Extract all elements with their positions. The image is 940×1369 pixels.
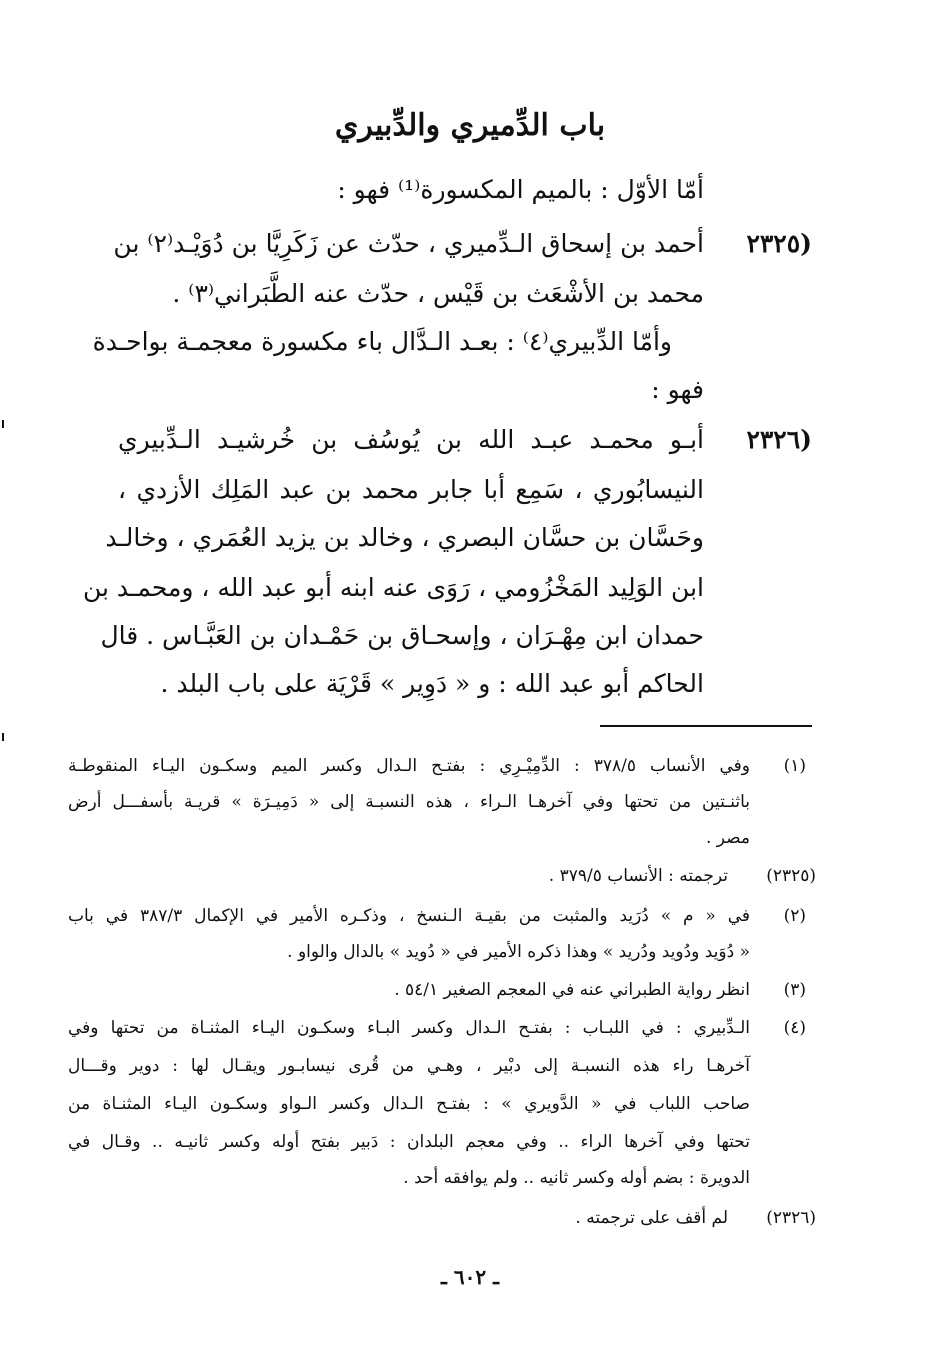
translation-2326-label: (٢٣٢٦) [766, 1208, 816, 1228]
footnote-1-label: (١) [783, 756, 806, 776]
footnote-2-line-2: « دُوَيد ودُويد ودُريد » وهذا ذكره الأمير في « دُويد » بالدال والواو . [287, 942, 750, 962]
entry-2326-line-2: النيسابُوري ، سَمِع أبا جابر محمد بن عبد المَلِك الأزدي ، [118, 475, 704, 504]
entry-2325-line-2: محمد بن الأشْعَث بن قَيْس ، حدّث عنه الطَّبَراني⁽٣⁾ . [172, 279, 704, 308]
footnote-4-line-2: آخرهـا راء هذه النسبـة إلى دبْير ، وهـي من قُرى نيسابـور ويقـال لها : دوير وقـــال [68, 1056, 750, 1076]
entry-2325-line-1: أحمد بن إسحاق الـدِّميري ، حدّث عن زَكَرِيَّا بن دُوَيْـد⁽٢⁾ بن [113, 229, 704, 258]
translation-2326-text: لم أقف على ترجمته . [575, 1208, 728, 1228]
entry-2326-line-4: ابن الوَلِيد المَخْزُومي ، رَوَى عنه ابنه أبو عبد الله ، ومحمـد بن [82, 573, 704, 602]
entry-2326-line-6: الحاكم أبو عبد الله : و « دَوِير » قَرْيَة على باب البلد . [160, 669, 704, 698]
entry-number-2325: (٢٣٢٥ [746, 229, 812, 258]
footnote-4-line-1: الـدِّبيري : في اللبـاب : بفتـح الـدال وكسر البـاء وسكـون اليـاء المثنـاة من تحتها وفي [68, 1018, 750, 1038]
scan-edge-mark [2, 420, 4, 428]
page-number: ـ ٦٠٢ ـ [441, 1265, 499, 1289]
intro-second-line-1: وأمّا الدِّبيري⁽٤⁾ : بعـد الـدَّال باء مكسورة معجمـة بواحـدة [92, 327, 672, 356]
scan-edge-mark [2, 733, 4, 741]
footnote-1-line-2: باثنـتين من تحتها وفي آخرهـا الـراء ، هذه النسبـة إلى « دَمِيـرَة » قريـة بأسفـــل أرض [68, 792, 750, 812]
footnote-3-label: (٣) [783, 980, 806, 1000]
intro-second-line-2: فهو : [651, 375, 704, 404]
footnote-3-text: انظر رواية الطبراني عنه في المعجم الصغير ٥٤/١ . [394, 980, 750, 1000]
footnote-4-line-3: صاحب اللباب في « الدَّويري » : بفتـح الـدال وكسر الـواو وسكـون اليـاء المثنـاة من [68, 1094, 750, 1114]
footnote-4-label: (٤) [783, 1018, 806, 1038]
entry-2326-line-1: أبـو محمـد عبـد الله بن يُوسُف بن خُرشيـد الـدِّبيري [118, 425, 704, 454]
intro-first-line: أمّا الأوّل : بالميم المكسورة⁽¹⁾ فهو : [337, 175, 704, 204]
footnote-separator [600, 725, 812, 727]
footnote-2-line-1: في « م » دُرَيد والمثبت من بقيـة الـنسخ ، وذكـره الأمير في الإكمال ٣٨٧/٣ في باب [68, 906, 750, 926]
page-title: باب الدِّميري والدِّبيري [334, 108, 606, 143]
footnote-1-line-1: وفي الأنساب ٣٧٨/٥ : الدِّمِيْـرِي : بفتـح الـدال وكسر الميم وسكـون اليـاء المنقوطـة [68, 756, 751, 776]
entry-2326-line-5: حمدان ابن مِهْـرَان ، وإسحـاق بن حَمْـدان بن العَبَّـاس . قال [100, 621, 704, 650]
footnote-1-line-3: مصر . [705, 828, 750, 848]
footnote-4-line-5: الدويرة : بضم أوله وكسر ثانيه .. ولم يوافقه أحد . [403, 1168, 750, 1188]
footnote-4-line-4: تحتها وفي آخرها الراء .. وفي معجم البلدان : دَبير بفتح أوله وكسر ثانيـه .. وقـال في [68, 1132, 750, 1152]
translation-2325-text: ترجمته : الأنساب ٣٧٩/٥ . [548, 866, 728, 886]
translation-2325-label: (٢٣٢٥) [766, 866, 816, 886]
entry-number-2326: (٢٣٢٦ [746, 425, 812, 454]
entry-2326-line-3: وحَسَّان بن حسَّان البصري ، وخالد بن يزيد العُمَري ، وخالـد [105, 523, 704, 552]
footnote-2-label: (٢) [783, 906, 806, 926]
